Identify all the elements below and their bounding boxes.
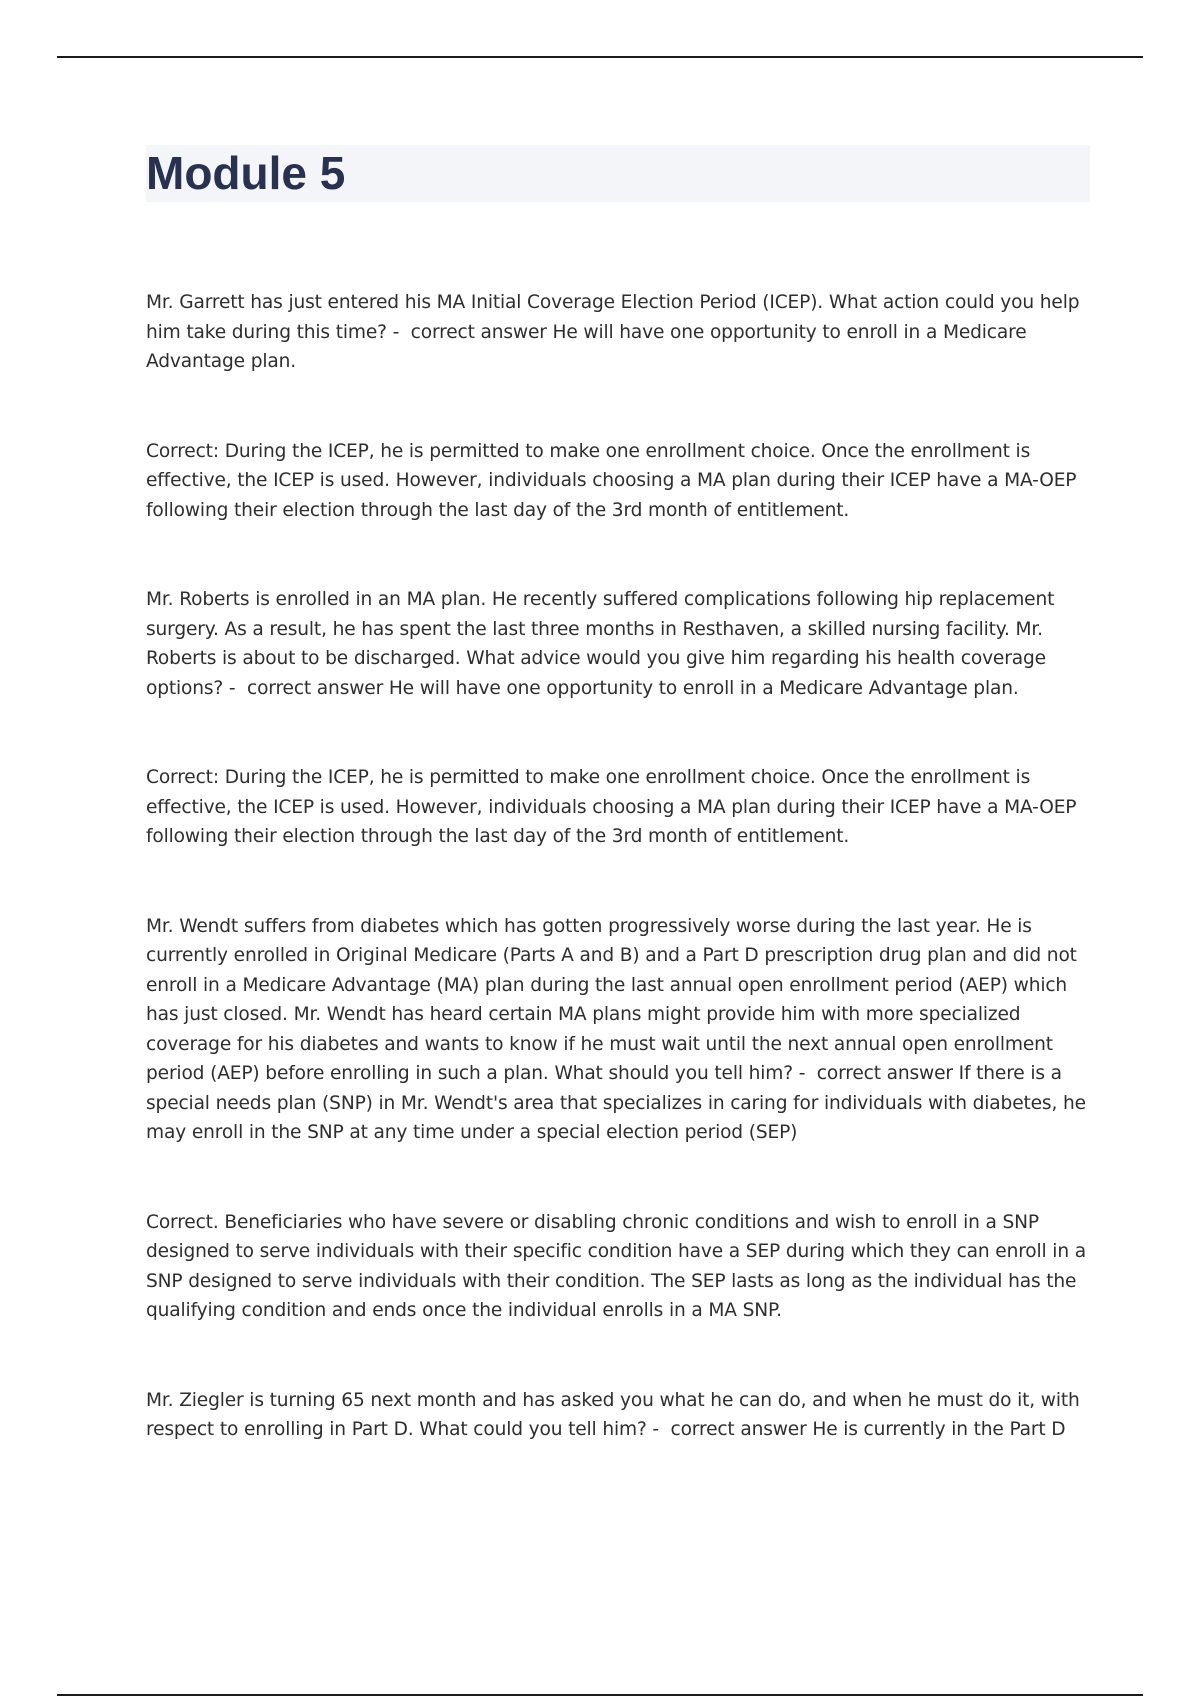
answer-separator: - correct answer bbox=[646, 1419, 813, 1440]
explanation-paragraph: Correct: During the ICEP, he is permitted to make one enrollment choice. Once the enrollment is effective, the ICEP is used. However, individuals choosing a MA plan during their ICEP have a MA-OEP following their election through the last day of the 3rd month of entitlement. bbox=[146, 440, 1077, 521]
answer-text: He will have one opportunity to enroll in a Medicare Advantage plan. bbox=[388, 677, 1019, 699]
explanation-paragraph: Correct: During the ICEP, he is permitted to make one enrollment choice. Once the enrollment is effective, the ICEP is used. However, individuals choosing a MA plan during their ICEP have a MA-OEP following their election through the last day of the 3rd month of entitlement. bbox=[146, 767, 1077, 847]
question-text: Mr. Roberts is enrolled in an MA plan. He recently suffered complications following hip replacement surgery. As a result, he has spent the last three months in Resthaven, a skilled nursing facility. Mr. Roberts is about to be discharged. What advice would you give him regarding his health coverage options? bbox=[146, 589, 1055, 699]
answer-separator: - correct answer bbox=[792, 1063, 959, 1084]
answer-text: He is currently in the Part D bbox=[812, 1419, 1066, 1440]
explanation-paragraph: Correct. Beneficiaries who have severe or disabling chronic conditions and wish to enroll in a SNP designed to serve individuals with their specific condition have a SEP during which they can enroll in a SNP designed to serve individuals with their condition. The SEP lasts as long as the individual has the qualifying condition and ends once the individual enrolls in a MA SNP. bbox=[146, 1211, 1086, 1321]
qa-paragraph bbox=[146, 1386, 1090, 1445]
qa-paragraph bbox=[146, 288, 1090, 377]
answer-separator: - correct answer bbox=[386, 321, 553, 343]
document-body bbox=[146, 288, 1090, 1505]
question-text: Mr. Wendt suffers from diabetes which has gotten progressively worse during the last year. He is currently enrolled in Original Medicare (Parts A and B) and a Part D prescription drug plan and did not enroll in a Medicare Advantage (MA) plan during the last annual open enrollment period (AEP) which has just closed. Mr. Wendt has heard certain MA plans might provide him with more specialized coverage for his diabetes and wants to know if he must wait until the next annual open enrollment period (AEP) before enrolling in such a plan. What should you tell him? bbox=[146, 915, 1077, 1084]
answer-separator: - correct answer bbox=[223, 677, 389, 699]
footer-rule bbox=[57, 1694, 1143, 1696]
page-title: Module 5 bbox=[146, 147, 346, 199]
question-text: Mr. Ziegler is turning 65 next month and has asked you what he can do, and when he must do it, with respect to enrolling in Part D. What could you tell him? bbox=[146, 1389, 1080, 1440]
answer-text: If there is a special needs plan (SNP) in Mr. Wendt's area that specializes in caring for individuals with diabetes, he may enroll in the SNP at any time under a special election period (SEP) bbox=[146, 1063, 1086, 1143]
answer-text: He will have one opportunity to enroll in a Medicare Advantage plan. bbox=[146, 321, 1027, 372]
qa-paragraph bbox=[146, 912, 1090, 1148]
header-rule bbox=[57, 56, 1143, 58]
qa-paragraph bbox=[146, 585, 1090, 703]
question-text: Mr. Garrett has just entered his MA Initial Coverage Election Period (ICEP). What action could you help him take during this time? bbox=[146, 292, 1080, 343]
title-band bbox=[146, 145, 1090, 202]
